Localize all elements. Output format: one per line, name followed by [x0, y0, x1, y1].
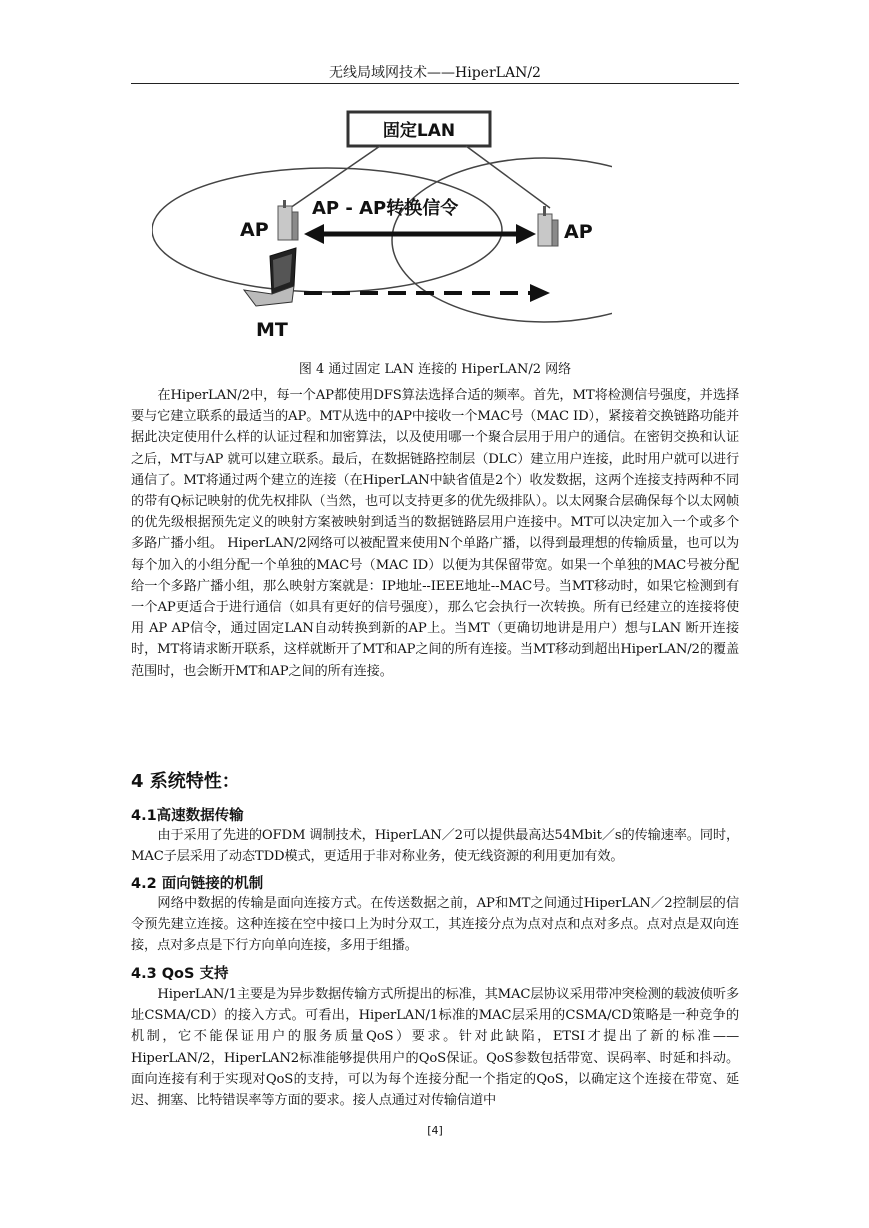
ap-left-label: AP — [240, 219, 269, 241]
lan-label: 固定LAN — [382, 121, 456, 141]
paragraph: 网络中数据的传输是面向连接方式。在传送数据之前，AP和MT之间通过HiperLAN／2控制层的信令预先建立连接。这种连接在空中接口上为时分双工，其连接分点为点对点和点对多点。点对点是双向连接，点对多点是下行方向单向连接，多用于组播。 — [131, 896, 739, 954]
access-point-right-icon — [538, 206, 558, 246]
section-4-2-body — [131, 893, 739, 957]
ap-right-label: AP — [564, 221, 593, 243]
signaling-label: AP - AP转换信令 — [312, 198, 459, 219]
header-rule — [131, 83, 739, 84]
section-4-3-heading: 4.3 QoS 支持 — [131, 966, 229, 982]
intro-paragraph-block — [131, 385, 739, 682]
paragraph: HiperLAN/1主要是为异步数据传输方式所提出的标准，其MAC层协议采用带冲突检测的载波侦听多址CSMA/CD）的接入方式。可看出，HiperLAN/1标准的MAC层采用的CSMA/CD策略是一种竞争的机制，它不能保证用户的服务质量QoS）要求。针对此缺陷，ETSI才提出了新的标准——HiperLAN/2，HiperLAN2标准能够提供用户的QoS保证。QoS参数包括带宽、误码率、时延和抖动。面向连接有利于实现对QoS的支持，可以为每个连接分配一个指定的QoS，以确定这个连接在带宽、延迟、拥塞、比特错误率等方面的要求。接人点通过对传输信道中 — [131, 987, 739, 1109]
mt-label: MT — [256, 319, 288, 341]
page-number: [4] — [427, 1124, 443, 1137]
handover-arrow — [304, 284, 550, 302]
coverage-area-left — [152, 168, 502, 292]
section-4-3-body — [131, 984, 739, 1111]
paragraph: 在HiperLAN/2中，每一个AP都使用DFS算法选择合适的频率。首先，MT将检测信号强度，并选择要与它建立联系的最适当的AP。MT从选中的AP中接收一个MAC号（MAC ID），紧接着交换链路功能并据此决定使用什么样的认证过程和加密算法，以及使用哪一个聚合层用于用户的通信。在密钥交换和认证之后，MT与AP 就可以建立联系。最后，在数据链路控制层（DLC）建立用户连接，此时用户就可以进行通信了。MT将通过两个建立的连接（在HiperLAN中缺省值是2个）收发数据，这两个连接支持两种不同的带有Q标记映射的优先权排队（当然，也可以支持更多的优先级排队）。以太网聚合层确保每个以太网帧的优先级根据预先定义的映射方案被映射到适当的数据链路层用户连接中。MT可以决定加入一个或多个多路广播小组。 HiperLAN/2网络可以被配置来使用N个单路广播，以得到最理想的传输质量，也可以为每个加入的小组分配一个单独的MAC号（MAC ID）以便为其保留带宽。如果一个单独的MAC号被分配给一个多路广播小组，那么映射方案就是：IP地址--IEEE地址--MAC号。当MT移动时，如果它检测到有一个AP更适合于进行通信（如具有更好的信号强度），那么它会执行一次转换。所有已经建立的连接将使用 AP AP信令，通过固定LAN自动转换到新的AP上。当MT（更确切地讲是用户）想与LAN 断开连接时，MT将请求断开联系，这样就断开了MT和AP之间的所有连接。当MT移动到超出HiperLAN/2的覆盖范围时，也会断开MT和AP之间的所有连接。 — [131, 388, 739, 679]
laptop-icon — [244, 248, 296, 306]
access-point-left-icon — [278, 200, 298, 240]
section-4-heading: 4 系统特性： — [131, 771, 240, 792]
section-4-2-heading: 4.2 面向链接的机制 — [131, 876, 264, 892]
paragraph: 由于采用了先进的OFDM 调制技术，HiperLAN／2可以提供最高达54Mbit／s的传输速率。同时，MAC子层采用了动态TDD模式，更适用于非对称业务，使无线资源的利用更加有效。 — [131, 828, 739, 865]
section-4-1-heading: 4.1高速数据传输 — [131, 808, 244, 824]
section-4-1-body — [131, 825, 739, 867]
page-header-title: 无线局域网技术——HiperLAN/2 — [329, 65, 541, 81]
figure-caption: 图 4 通过固定 LAN 连接的 HiperLAN/2 网络 — [298, 362, 572, 377]
network-figure — [152, 108, 612, 348]
network-diagram — [152, 108, 612, 348]
